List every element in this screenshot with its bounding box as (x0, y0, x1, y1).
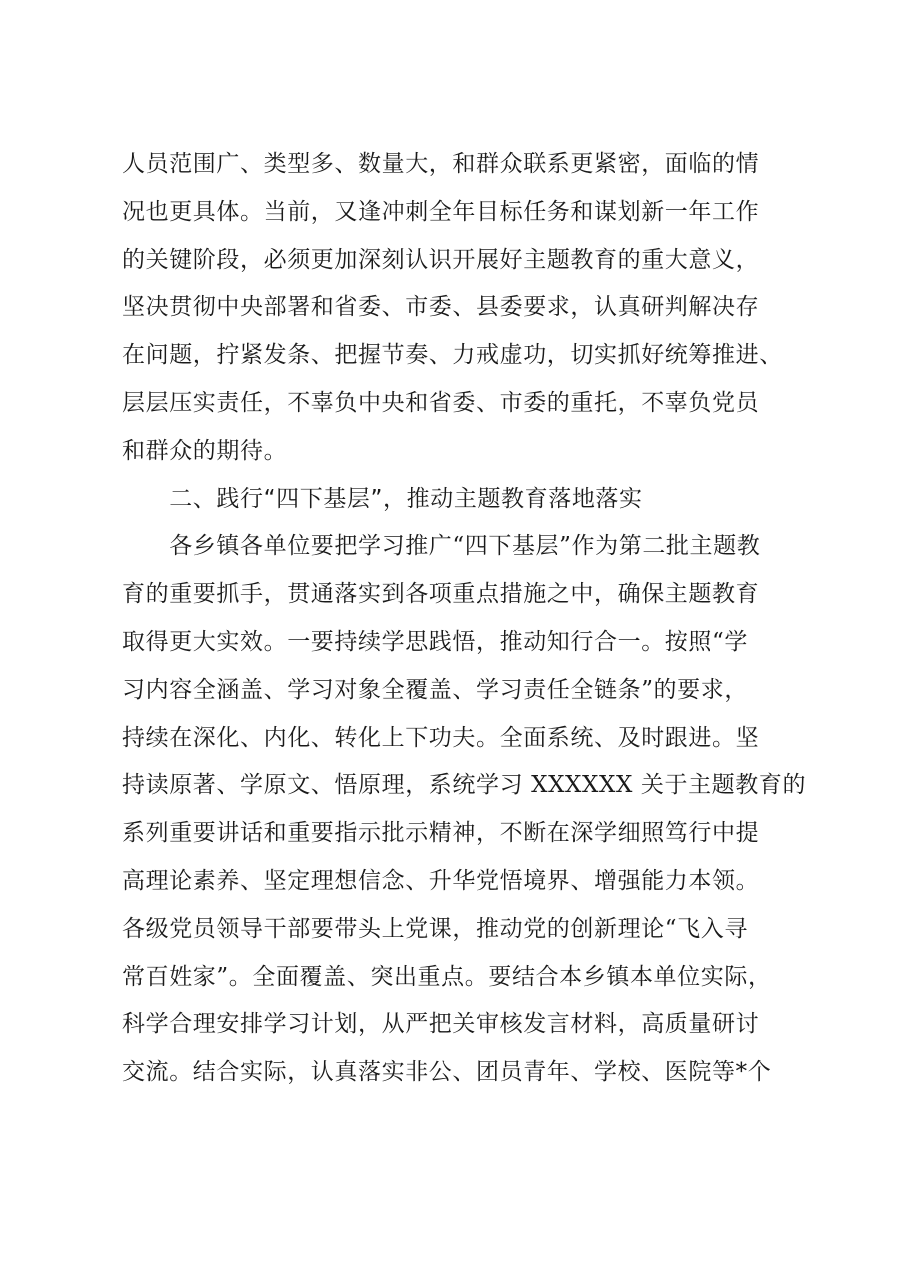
body-text-line: 各乡镇各单位要把学习推广“四下基层”作为第二批主题教 (122, 533, 761, 560)
body-text-line: 高理论素养、坚定理想信念、升华党悟境界、增强能力本领。 (122, 867, 760, 894)
body-text-line: 持续在深化、内化、转化上下功夫。全面系统、及时跟进。坚 (122, 724, 760, 751)
body-text-line: 系列重要讲话和重要指示批示精神，不断在深学细照笃行中提 (122, 820, 760, 847)
body-text-line: 况也更具体。当前，又逢冲刺全年目标任务和谋划新一年工作 (122, 198, 760, 225)
body-text-line: 习内容全涵盖、学习对象全覆盖、学习责任全链条”的要求， (122, 676, 748, 703)
body-text-line: 人员范围广、类型多、数量大，和群众联系更紧密，面临的情 (122, 151, 760, 177)
document-body (122, 141, 812, 1097)
body-text-line: 常百姓家”。全面覆盖、突出重点。要结合本乡镇本单位实际， (122, 963, 772, 990)
body-text-line: 育的重要抓手，贯通落实到各项重点措施之中，确保主题教育 (122, 581, 760, 608)
body-text-line: 各级党员领导干部要带头上党课，推动党的创新理论“飞入寻 (122, 915, 748, 942)
body-text-line: 坚决贯彻中央部署和省委、市委、县委要求，认真研判解决存 (122, 294, 760, 321)
section-heading: 二、践行“四下基层”，推动主题教育落地落实 (122, 485, 643, 512)
body-text-line: 层层压实责任，不辜负中央和省委、市委的重托，不辜负党员 (122, 389, 760, 416)
body-text-line: 取得更大实效。一要持续学思践悟，推动知行合一。按照“学 (122, 628, 748, 655)
body-text-line: 交流。结合实际，认真落实非公、团员青年、学校、医院等*个 (122, 1059, 772, 1086)
body-text-line: 和群众的期待。 (122, 437, 288, 464)
body-text-line: 科学合理安排学习计划，从严把关审核发言材料，高质量研讨 (122, 1011, 760, 1038)
body-text-line: 的关键阶段，必须更加深刻认识开展好主题教育的重大意义， (122, 246, 760, 273)
body-text-line: 在问题，拧紧发条、把握节奏、力戒虚功，切实抓好统筹推进、 (122, 342, 783, 369)
body-text-line: 持读原著、学原文、悟原理，系统学习 XXXXXX 关于主题教育的 (122, 772, 807, 799)
